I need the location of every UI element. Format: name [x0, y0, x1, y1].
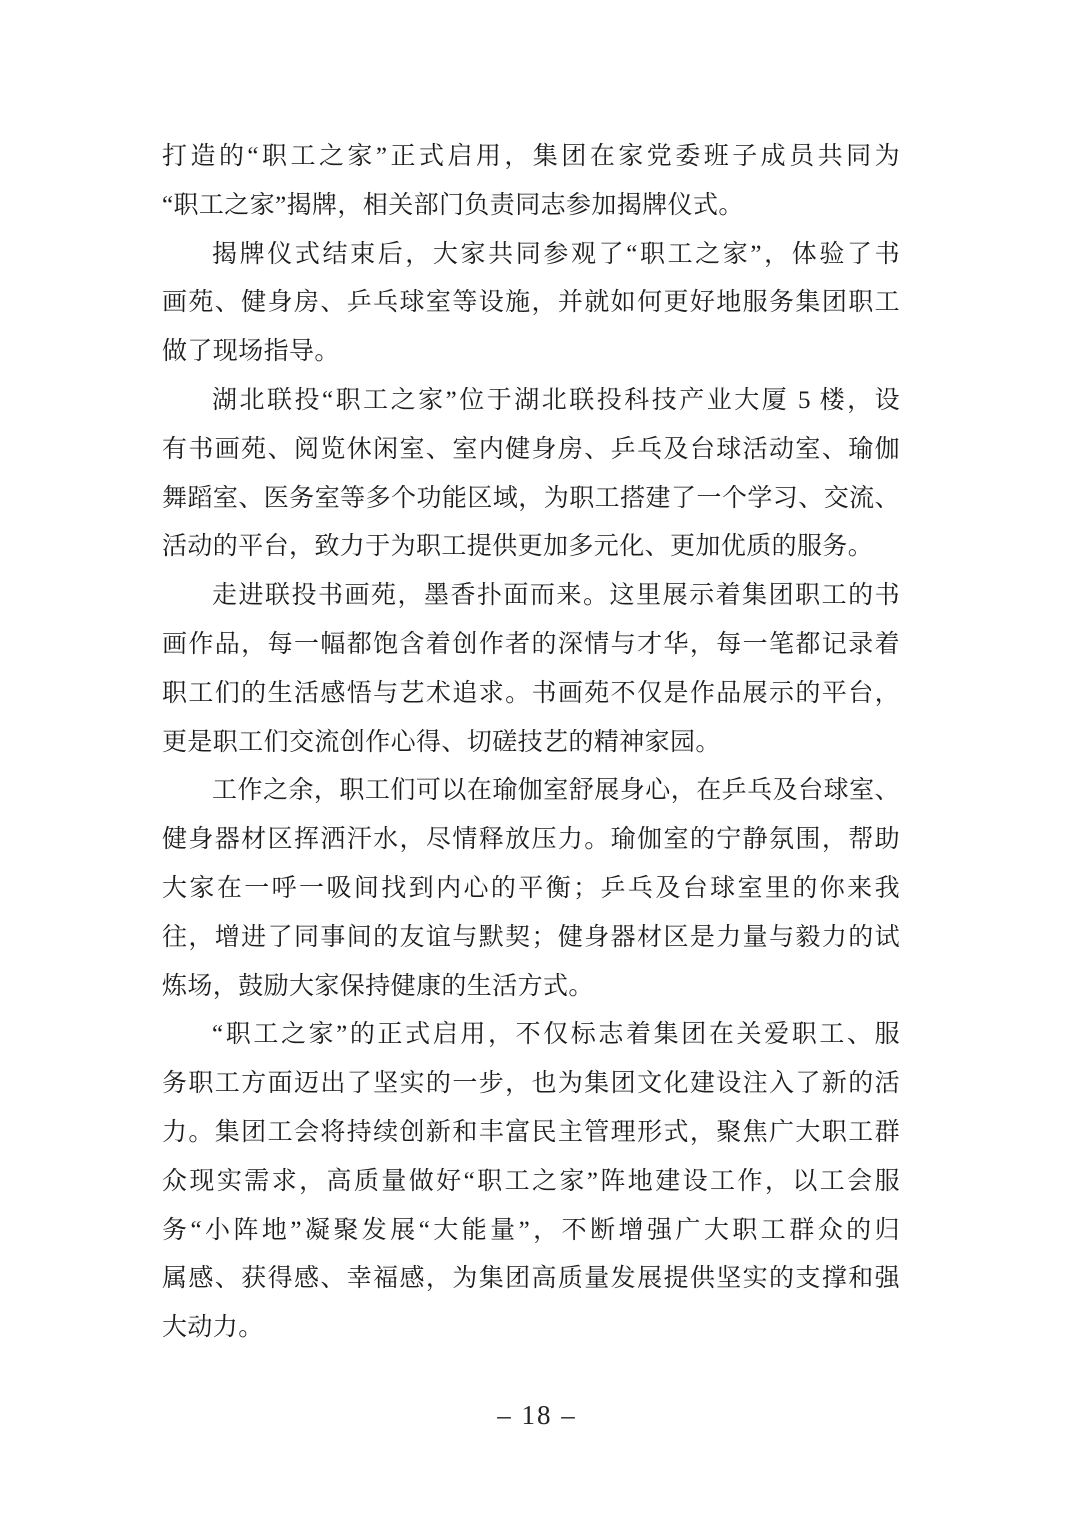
text-line: 活动的平台，致力于为职工提供更加多元化、更加优质的服务。 [162, 533, 874, 561]
text-line: 湖北联投“职工之家”位于湖北联投科技产业大厦 5 楼，设 [212, 386, 900, 414]
text-line: 往，增进了同事间的友谊与默契；健身器材区是力量与毅力的试 [162, 923, 900, 951]
text-line: 有书画苑、阅览休闲室、室内健身房、乒乓及台球活动室、瑜伽 [162, 435, 900, 463]
paragraph [162, 133, 900, 231]
text-line: 职工们的生活感悟与艺术追求。书画苑不仅是作品展示的平台， [162, 679, 900, 707]
text-line: 务“小阵地”凝聚发展“大能量”，不断增强广大职工群众的归 [162, 1216, 900, 1244]
text-line: 揭牌仪式结束后，大家共同参观了“职工之家”，体验了书 [212, 240, 900, 268]
document-body [162, 133, 900, 1353]
text-line: 健身器材区挥洒汗水，尽情释放压力。瑜伽室的宁静氛围，帮助 [162, 826, 900, 854]
text-line: 画苑、健身房、乒乓球室等设施，并就如何更好地服务集团职工 [162, 289, 900, 317]
text-line: 众现实需求，高质量做好“职工之家”阵地建设工作，以工会服 [162, 1167, 900, 1195]
page-number: – 18 – [497, 1400, 577, 1430]
text-line: 属感、获得感、幸福感，为集团高质量发展提供坚实的支撑和强 [162, 1265, 900, 1293]
text-line: 舞蹈室、医务室等多个功能区域，为职工搭建了一个学习、交流、 [162, 484, 900, 512]
paragraph [162, 1011, 900, 1353]
text-line: 务职工方面迈出了坚实的一步，也为集团文化建设注入了新的活 [162, 1070, 900, 1098]
text-line: 大家在一呼一吸间找到内心的平衡；乒乓及台球室里的你来我 [162, 874, 900, 902]
paragraph [162, 572, 900, 767]
paragraph [162, 767, 900, 1011]
text-line: 力。集团工会将持续创新和丰富民主管理形式，聚焦广大职工群 [162, 1118, 900, 1146]
text-line: 画作品，每一幅都饱含着创作者的深情与才华，每一笔都记录着 [162, 630, 900, 658]
text-line: 做了现场指导。 [162, 338, 340, 366]
text-line: 炼场，鼓励大家保持健康的生活方式。 [162, 972, 594, 1000]
text-line: 大动力。 [162, 1314, 264, 1342]
text-line: 工作之余，职工们可以在瑜伽室舒展身心，在乒乓及台球室、 [212, 777, 900, 805]
paragraph [162, 231, 900, 377]
paragraph [162, 377, 900, 572]
text-line: 打造的“职工之家”正式启用，集团在家党委班子成员共同为 [162, 143, 900, 170]
text-line: 更是职工们交流创作心得、切磋技艺的精神家园。 [162, 728, 721, 756]
text-line: 走进联投书画苑，墨香扑面而来。这里展示着集团职工的书 [212, 582, 900, 610]
text-line: “职工之家”揭牌，相关部门负责同志参加揭牌仪式。 [162, 191, 744, 219]
text-line: “职工之家”的正式启用，不仅标志着集团在关爱职工、服 [212, 1021, 900, 1049]
